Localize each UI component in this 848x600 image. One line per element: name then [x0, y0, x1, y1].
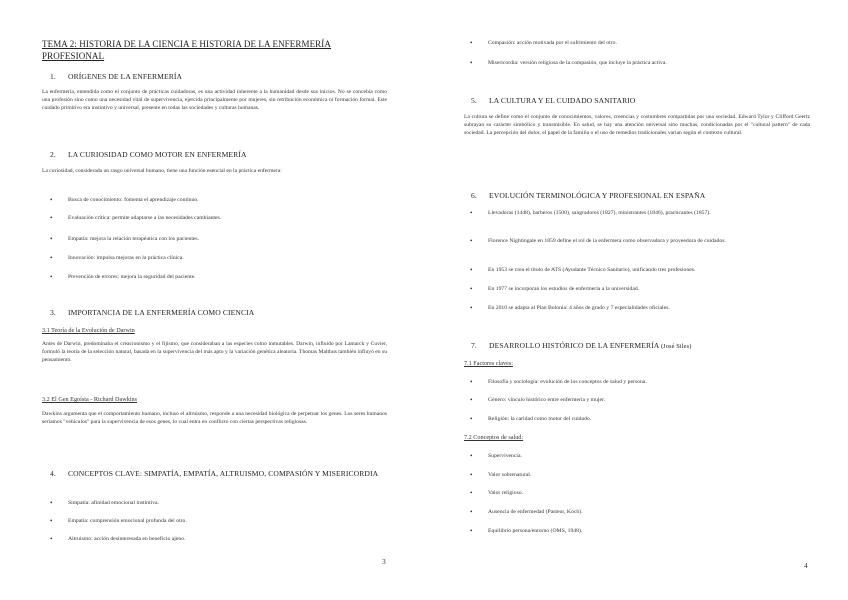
- bullet-icon: •: [50, 272, 53, 281]
- bullet-icon: •: [470, 470, 473, 479]
- section-number: 1.: [50, 72, 56, 81]
- section-number: 6.: [471, 191, 477, 200]
- section-title-author: (José Siles): [660, 343, 692, 350]
- bullet-icon: •: [470, 208, 473, 217]
- bullet-icon: •: [470, 507, 473, 516]
- subsection-3-1-text: Antes de Darwin, predominaba el creacionismo y el fijismo, que consideraban a las especies como inmutables. Darwin, influido por Lamarck y Cuvier, formuló la teoría de la selección natural, basada en la supervivencia del más apto y la variación genética aleatoria. Thomas Malthus también influyó en su pensamiento.: [42, 341, 387, 363]
- subsection-3-2-heading: 3.2 El Gen Egoísta - Richard Dawkins: [42, 396, 138, 403]
- section-4-heading: [50, 469, 386, 479]
- bullet-icon: •: [470, 284, 473, 293]
- list-item-text: Empatía: comprensión emocional profunda del otro.: [68, 518, 187, 524]
- section-title: CONCEPTOS CLAVE: SIMPATÍA, EMPATÍA, ALTRUISMO, COMPASIÓN Y MISERICORDIA: [68, 469, 379, 478]
- section-title: IMPORTANCIA DE LA ENFERMERÍA COMO CIENCIA: [68, 308, 255, 317]
- list-item-text: Filosofía y sociología: evolución de los conceptos de salud y persona.: [488, 379, 647, 385]
- list-item-text: Innovación: impulsa mejoras en la práctica clínica.: [68, 255, 184, 261]
- list-item-text: Misericordia: versión religiosa de la compasión, que incluye la práctica activa.: [488, 60, 667, 66]
- bullet-icon: •: [50, 234, 53, 243]
- section-number: 5.: [471, 96, 477, 105]
- list-item-text: Empatía: mejora la relación terapéutica con los pacientes.: [68, 236, 200, 242]
- list-item-text: Llevadoras (1448), barberos (1500), sangradores (1827), ministrantes (1846), practicantes (1857).: [488, 210, 711, 216]
- page-right: [424, 0, 848, 600]
- section-7-heading: [471, 341, 691, 352]
- list-item: [470, 414, 810, 424]
- list-item: [50, 253, 388, 263]
- section-3-heading: [50, 308, 254, 318]
- list-item: [470, 303, 810, 313]
- section-title: DESARROLLO HISTÓRICO DE LA ENFERMERÍA: [489, 341, 659, 350]
- bullet-icon: •: [470, 38, 473, 47]
- list-item-text: Género: vínculo histórico entre enfermería y mujer.: [488, 397, 606, 403]
- bullet-icon: •: [470, 58, 473, 67]
- list-item: [50, 234, 388, 244]
- list-item: [470, 265, 810, 275]
- section-number: 4.: [50, 469, 56, 478]
- bullet-icon: •: [470, 265, 473, 274]
- section-number: 2.: [50, 150, 56, 159]
- bullet-icon: •: [470, 236, 473, 245]
- list-item-text: Evaluación crítica: permite adaptarse a las necesidades cambiantes.: [68, 215, 222, 221]
- section-5-heading: [471, 96, 635, 106]
- subsection-3-2-text: Dawkins argumenta que el comportamiento humano, incluso el altruismo, responde a una necesidad biológica de perpetuar los genes. Los seres humanos seríamos "vehículos" para la supervivencia de esos genes, lo cual entra en conflicto con ciertas perspectivas religiosas.: [42, 411, 387, 425]
- list-item: [470, 284, 810, 294]
- list-item: [470, 507, 810, 517]
- list-item: [470, 236, 810, 246]
- page-number: 3: [382, 557, 386, 566]
- list-item: [470, 488, 810, 498]
- section-title: LA CURIOSIDAD COMO MOTOR EN ENFERMERÍA: [68, 150, 247, 159]
- section-1-text: La enfermería, entendida como el conjunto de prácticas cuidadoras, es una actividad inherente a la humanidad desde sus inicios. No se concebía como una profesión sino como una necesidad vital de supervivencia, ejercida principalmente por mujeres, sin retribución económica ni formación formal. Este cuidado primitivo era instintivo y universal, presente en todas las sociedades y culturas humanas.: [42, 89, 387, 111]
- bullet-icon: •: [470, 451, 473, 460]
- list-item: [470, 451, 810, 461]
- list-item: [50, 534, 388, 544]
- list-item-text: Religión: la caridad como motor del cuidado.: [488, 416, 592, 422]
- subsection-3-1-heading: 3.1 Teoría de la Evolución de Darwin: [42, 327, 135, 334]
- bullet-icon: •: [470, 395, 473, 404]
- section-number: 7.: [471, 341, 477, 350]
- document-title: TEMA 2: HISTORIA DE LA CIENCIA E HISTORIA DE LA ENFERMERÍA PROFESIONAL: [42, 39, 331, 61]
- section-number: 3.: [50, 308, 56, 317]
- list-item: [470, 395, 810, 405]
- list-item: [50, 516, 388, 526]
- list-item-text: Prevención de errores: mejora la seguridad del paciente.: [68, 274, 196, 280]
- section-2-text: La curiosidad, considerada un rasgo universal humano, tiene una función esencial en la práctica enfermera:: [42, 168, 282, 174]
- list-item: [50, 498, 388, 508]
- section-title: EVOLUCIÓN TERMINOLÓGICA Y PROFESIONAL EN ESPAÑA: [489, 191, 706, 200]
- page-number: 4: [804, 561, 808, 570]
- list-item-text: Simpatía: afinidad emocional instintiva.: [68, 500, 159, 506]
- list-item-text: Supervivencia.: [488, 453, 522, 459]
- list-item-text: Florence Nightingale en 1859 define el rol de la enfermera como observadora y proveedora de cuidados.: [488, 238, 726, 244]
- list-item-text: Ausencia de enfermedad (Pasteur, Koch).: [488, 509, 583, 515]
- list-item-text: En 2010 se adapta al Plan Bolonia: 4 años de grado y 7 especialidades oficiales.: [488, 305, 670, 311]
- section-6-heading: [471, 191, 705, 201]
- bullet-icon: •: [470, 488, 473, 497]
- list-item: [50, 213, 388, 223]
- bullet-icon: •: [50, 213, 53, 222]
- bullet-icon: •: [470, 414, 473, 423]
- bullet-icon: •: [50, 498, 53, 507]
- bullet-icon: •: [50, 534, 53, 543]
- bullet-icon: •: [50, 253, 53, 262]
- list-item-text: En 1953 se crea el título de ATS (Ayudante Técnico Sanitario), unificando tres profesiones.: [488, 267, 696, 273]
- list-item: [50, 195, 388, 205]
- section-title: LA CULTURA Y EL CUIDADO SANITARIO: [489, 96, 636, 105]
- list-item-text: Compasión: acción motivada por el sufrimiento del otro.: [488, 40, 617, 46]
- list-item: [470, 377, 810, 387]
- section-title: ORÍGENES DE LA ENFERMERÍA: [68, 72, 183, 81]
- subsection-7-1-heading: 7.1 Factores claves:: [464, 360, 513, 367]
- bullet-icon: •: [50, 195, 53, 204]
- subsection-7-2-heading: 7.2 Conceptos de salud:: [464, 434, 524, 441]
- list-item-text: Equilibrio persona/entorno (OMS, 1948).: [488, 528, 583, 534]
- section-2-heading: [50, 150, 247, 160]
- list-item-text: Busca de conocimiento: fomenta el aprendizaje continuo.: [68, 197, 199, 203]
- bullet-icon: •: [470, 377, 473, 386]
- bullet-icon: •: [50, 516, 53, 525]
- section-1-heading: [50, 72, 182, 82]
- list-item-text: Valor sobrenatural.: [488, 472, 532, 478]
- list-item: [470, 208, 810, 218]
- list-item: [470, 58, 818, 68]
- section-5-text: La cultura se define como el conjunto de conocimientos, valores, creencias y costumbres compartidas por una sociedad. Edward Tylor y Clifford Geertz subrayan su carácter simbólico y transmisible. En salud, se hay una atención universal sino muchas, condicionadas por el "cultural pattern" de cada sociedad. La percepción del dolor, el papel de la familia o el uso de remedios tradicionales varían según el contexto cultural.: [464, 114, 810, 136]
- list-item-text: Altruismo: acción desinteresada en beneficio ajeno.: [68, 536, 186, 542]
- list-item: [470, 38, 818, 48]
- bullet-icon: •: [470, 303, 473, 312]
- list-item: [470, 526, 810, 536]
- list-item: [470, 470, 810, 480]
- list-item: [50, 272, 388, 282]
- bullet-icon: •: [470, 526, 473, 535]
- list-item-text: En 1977 se incorporan los estudios de enfermería a la universidad.: [488, 286, 640, 292]
- list-item-text: Valor religioso.: [488, 490, 524, 496]
